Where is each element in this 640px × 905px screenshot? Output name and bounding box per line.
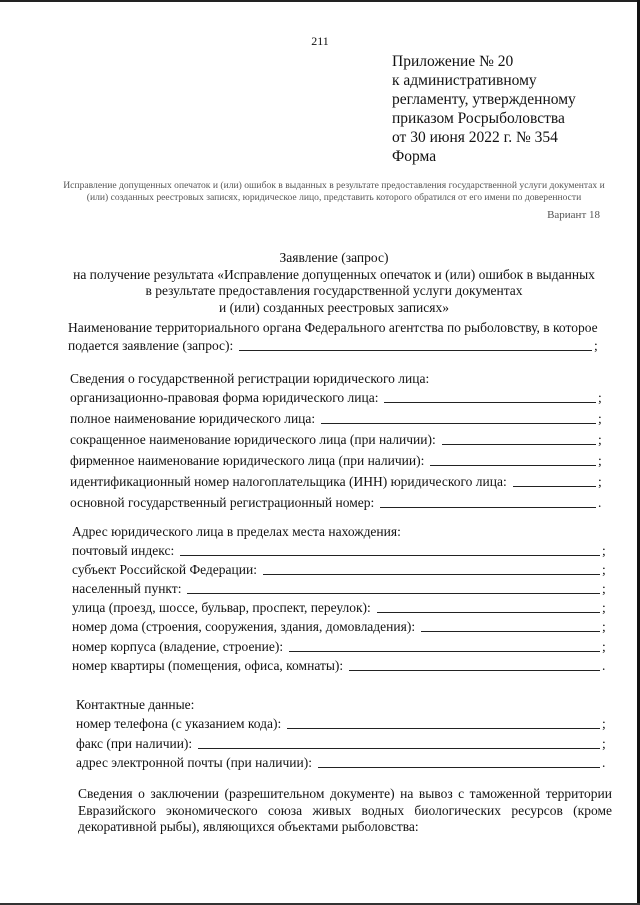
field-label: идентификационный номер налогоплательщика (ИНН) юридического лица: — [70, 474, 507, 489]
address-heading: Адрес юридического лица в пределах места нахождения: — [72, 524, 401, 539]
field-label: номер квартиры (помещения, офиса, комнаты): — [72, 658, 344, 673]
field-terminator: ; — [598, 390, 602, 405]
contacts-field-row — [76, 716, 608, 732]
field-terminator: ; — [602, 716, 606, 731]
field-input-line[interactable] — [430, 464, 596, 466]
field-input-line[interactable] — [377, 611, 600, 613]
page-number: 211 — [311, 34, 329, 48]
registration-field-row — [70, 411, 604, 427]
field-terminator: . — [602, 755, 606, 770]
field-label: фирменное наименование юридического лица (при наличии): — [70, 453, 425, 468]
field-terminator: ; — [594, 338, 598, 353]
registration-field-row — [70, 432, 604, 448]
appendix-line: регламенту, утвержденному — [392, 91, 576, 108]
contacts-heading: Контактные данные: — [76, 697, 195, 712]
contacts-field-row — [76, 736, 608, 752]
field-input-line[interactable] — [318, 766, 600, 768]
address-field-row — [72, 619, 608, 635]
field-terminator: ; — [602, 581, 606, 596]
field-label: адрес электронной почты (при наличии): — [76, 755, 312, 770]
registration-field-row — [70, 495, 604, 511]
field-input-line[interactable] — [287, 727, 600, 729]
registration-field-row — [70, 453, 604, 469]
field-label: подается заявление (запрос): — [68, 338, 234, 353]
field-label: факс (при наличии): — [76, 736, 193, 751]
field-label: субъект Российской Федерации: — [72, 562, 257, 577]
field-input-line[interactable] — [187, 592, 600, 594]
field-label: номер корпуса (владение, строение): — [72, 639, 284, 654]
field-terminator: ; — [602, 543, 606, 558]
address-field-row — [72, 658, 608, 674]
field-input-line[interactable] — [180, 554, 600, 556]
field-terminator: ; — [602, 639, 606, 654]
field-label: полное наименование юридического лица: — [70, 411, 316, 426]
address-field-row — [72, 581, 608, 597]
appendix-line: от 30 июня 2022 г. № 354 — [392, 129, 558, 146]
document-title — [60, 250, 608, 316]
field-terminator: . — [602, 658, 606, 673]
field-terminator: ; — [598, 411, 602, 426]
field-input-line[interactable] — [380, 506, 596, 508]
scan-edge-top — [0, 0, 640, 2]
variant-label: Вариант 18 — [547, 209, 600, 221]
field-input-line[interactable] — [289, 650, 600, 652]
field-terminator: ; — [598, 453, 602, 468]
title-line: на получение результата «Исправление допущенных опечаток и (или) ошибок в выданных — [73, 266, 595, 282]
address-field-row — [72, 562, 608, 578]
appendix-line: Приложение № 20 — [392, 53, 514, 70]
field-input-line[interactable] — [513, 485, 596, 487]
field-input-line[interactable] — [442, 443, 596, 445]
field-terminator: ; — [602, 736, 606, 751]
organ-text: Наименование территориального органа Федерального агентства по рыболовству, в которое — [68, 320, 598, 335]
organ-field-row — [68, 338, 600, 354]
registration-field-row — [70, 390, 604, 406]
address-field-row — [72, 600, 608, 616]
field-label: почтовый индекс: — [72, 543, 175, 558]
appendix-block — [392, 52, 576, 166]
field-terminator: ; — [598, 432, 602, 447]
address-field-row — [72, 639, 608, 655]
field-label: основной государственный регистрационный номер: — [70, 495, 375, 510]
field-input-line[interactable] — [321, 422, 596, 424]
field-input-line[interactable] — [421, 630, 600, 632]
registration-heading: Сведения о государственной регистрации юридического лица: — [70, 371, 430, 386]
contacts-field-row — [76, 755, 608, 771]
field-terminator: ; — [598, 474, 602, 489]
header-note: Исправление допущенных опечаток и (или) ошибок в выданных в результате предоставления государственной услуги документах и (или) созданных реестровых записях, юридическое лицо, представить которого обратился от его имени по доверенности — [63, 180, 605, 203]
field-input-line[interactable] — [263, 573, 600, 575]
field-label: улица (проезд, шоссе, бульвар, проспект, переулок): — [72, 600, 371, 615]
field-label: организационно-правовая форма юридического лица: — [70, 390, 379, 405]
field-input-line[interactable] — [198, 747, 600, 749]
registration-field-row — [70, 474, 604, 490]
field-label: номер дома (строения, сооружения, здания, домовладения): — [72, 619, 416, 634]
field-label: номер телефона (с указанием кода): — [76, 716, 282, 731]
organ-input-line[interactable] — [239, 349, 592, 351]
field-input-line[interactable] — [384, 401, 596, 403]
appendix-line: приказом Росрыболовства — [392, 110, 565, 127]
appendix-line: к административному — [392, 72, 537, 89]
field-label: сокращенное наименование юридического лица (при наличии): — [70, 432, 436, 447]
appendix-line: Форма — [392, 148, 437, 165]
field-terminator: ; — [602, 600, 606, 615]
field-terminator: ; — [602, 619, 606, 634]
field-label: населенный пункт: — [72, 581, 182, 596]
conclusion-text: Сведения о заключении (разрешительном документе) на вывоз с таможенной территории Евразийского экономического союза живых водных биологических ресурсов (кроме декоративной рыбы), являющихся объектами рыболовства: — [78, 786, 612, 834]
field-terminator: . — [598, 495, 602, 510]
address-field-row — [72, 543, 608, 559]
title-line: Заявление (запрос) — [279, 250, 389, 265]
title-line: в результате предоставления государственной услуги документах — [145, 283, 523, 298]
title-line: и (или) созданных реестровых записях» — [219, 299, 449, 315]
field-terminator: ; — [602, 562, 606, 577]
field-input-line[interactable] — [349, 669, 600, 671]
